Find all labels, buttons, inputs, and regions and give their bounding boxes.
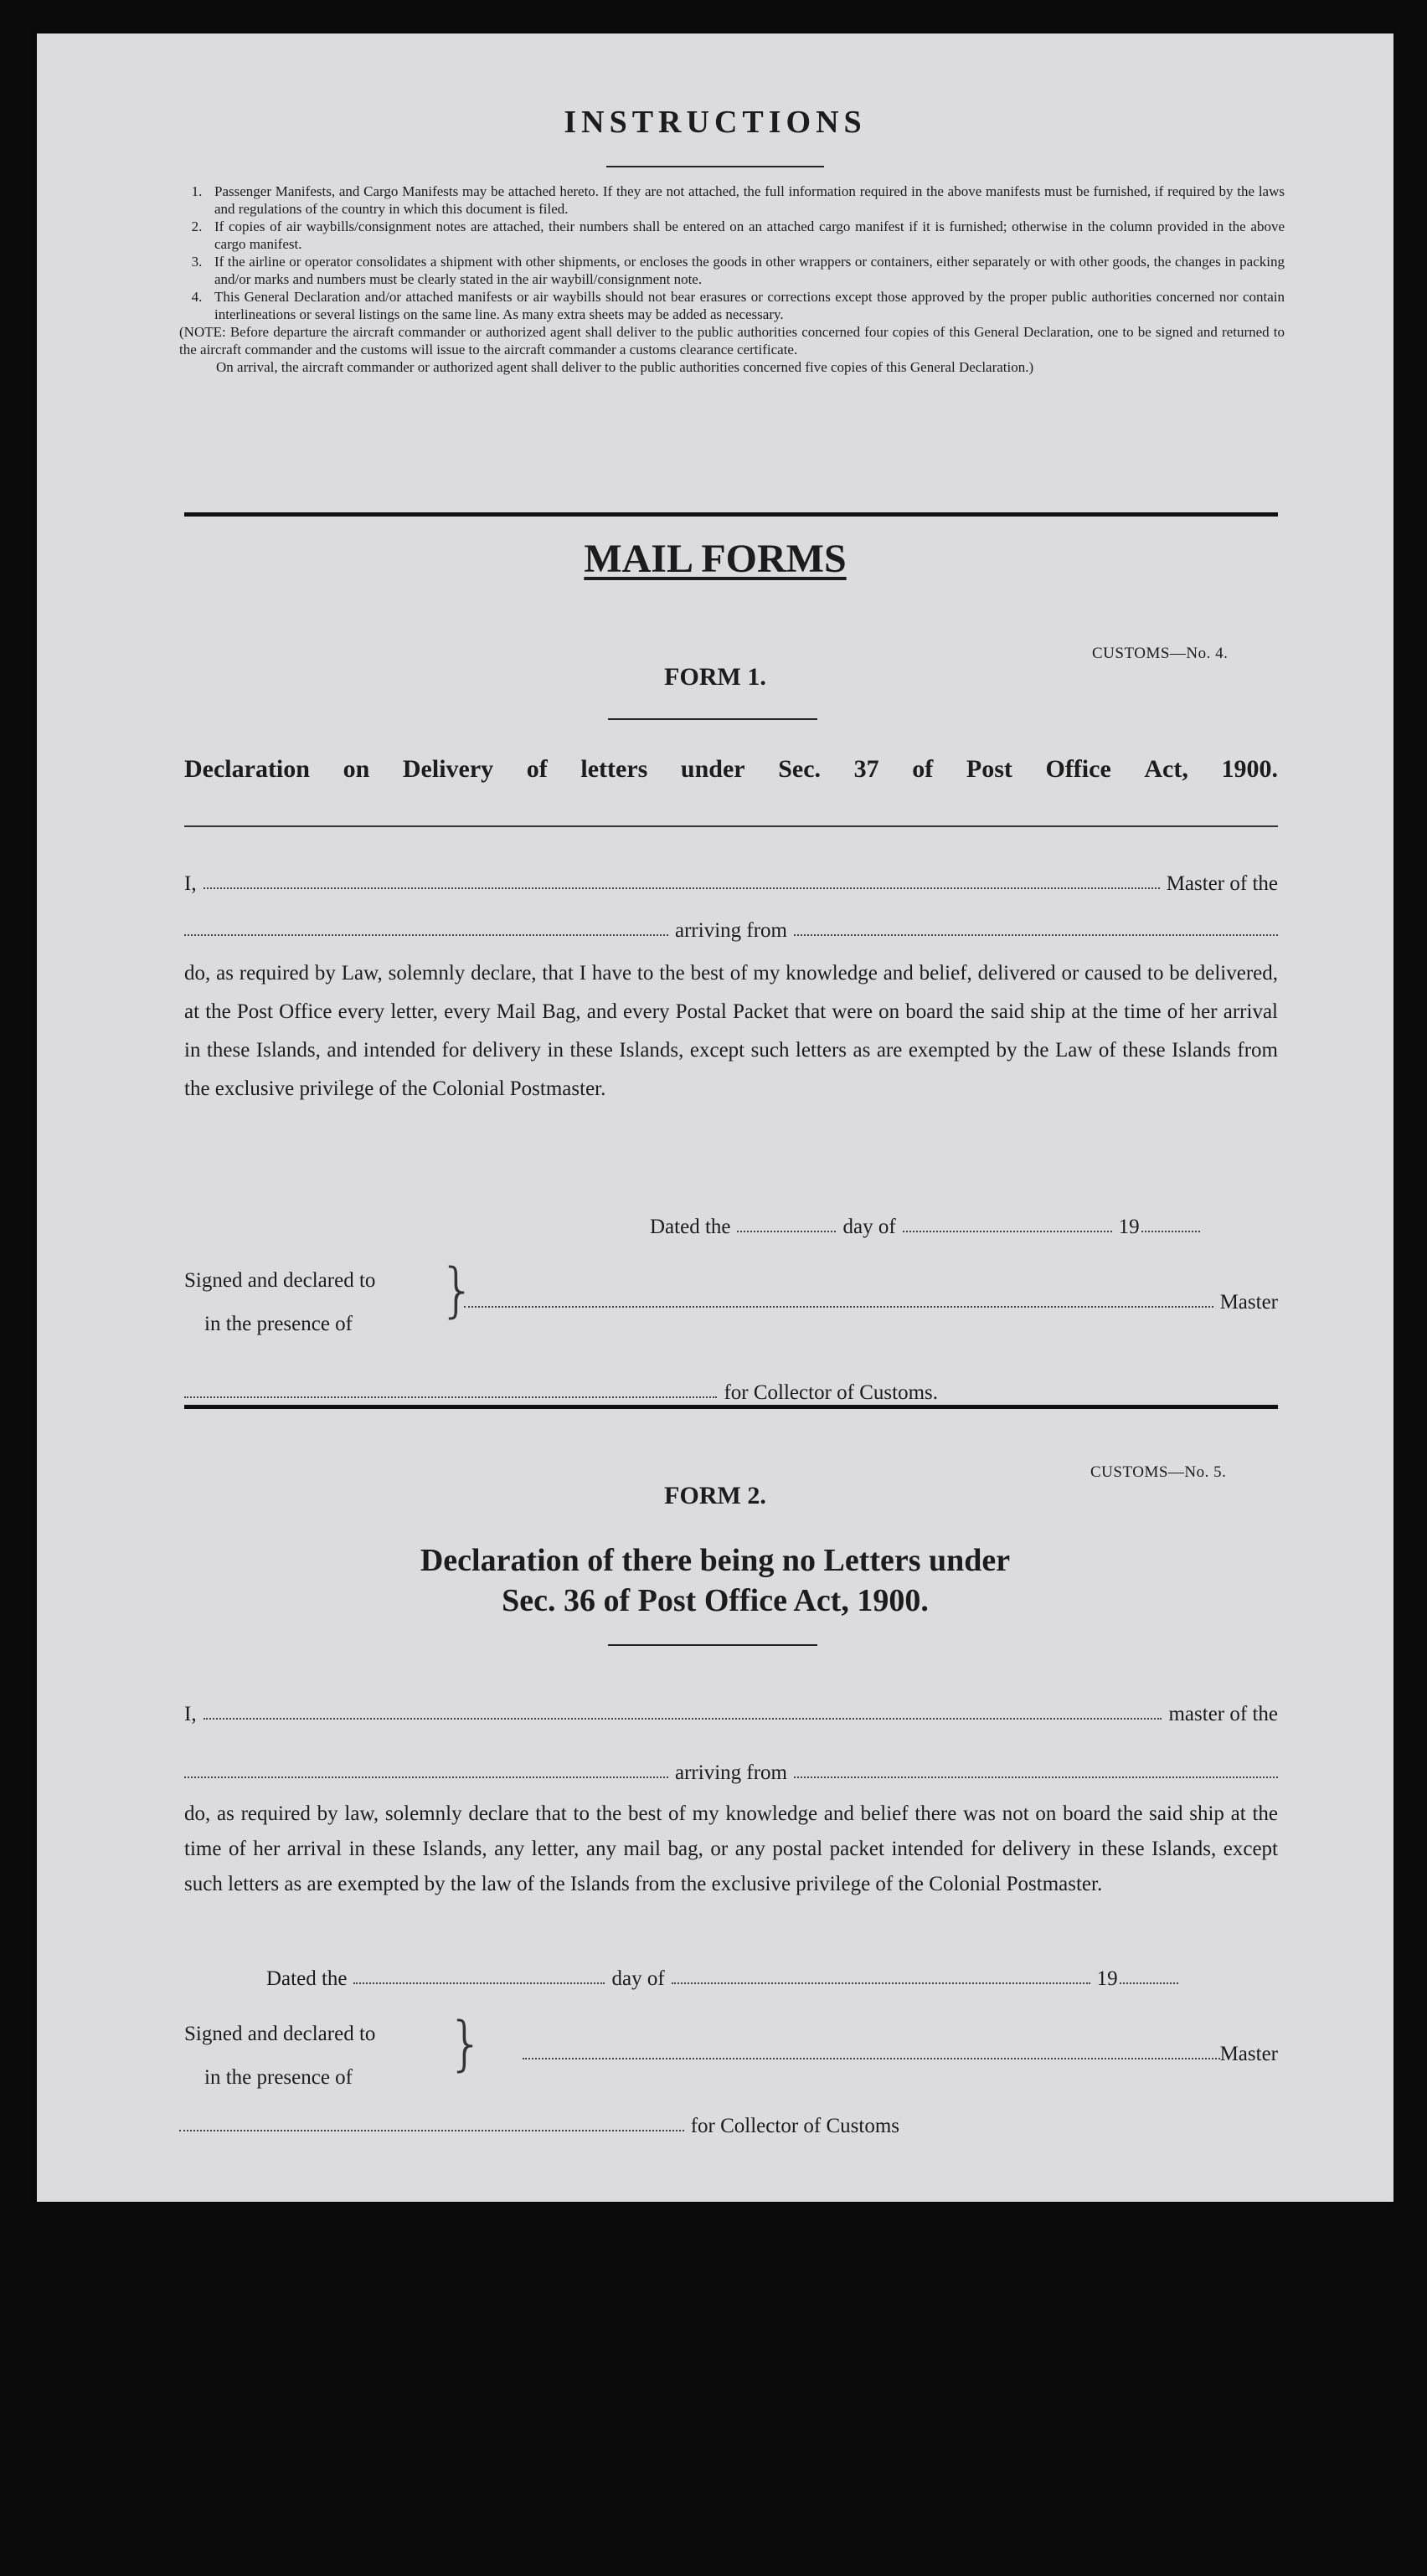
master-name-field[interactable] — [203, 887, 1160, 889]
instruction-number: 3. — [191, 254, 203, 270]
arriving-from-field[interactable] — [794, 1776, 1278, 1778]
instruction-item — [179, 183, 1285, 218]
collector-signature-field[interactable] — [179, 2130, 684, 2131]
form-divider — [184, 1405, 1278, 1409]
arriving-from-label: arriving from — [675, 1761, 787, 1784]
day-field[interactable] — [737, 1231, 836, 1232]
form1-master-line — [184, 872, 1278, 896]
arriving-from-label: arriving from — [675, 919, 787, 942]
instructions-list — [179, 183, 1285, 376]
year-field[interactable] — [1120, 1982, 1178, 1984]
collector-signature-field[interactable] — [184, 1396, 717, 1398]
instruction-text: This General Declaration and/or attached manifests or air waybills should not bear erasures or corrections except those approved by the proper public authorities concerned nor contain interlineations or several listings on the same line. As many extra sheets may be added as necessary. — [214, 289, 1285, 322]
form1-date-line — [650, 1216, 1278, 1239]
form2-signed-line2: in the presence of — [204, 2066, 353, 2089]
declaration-word: Post — [966, 755, 1012, 783]
instruction-item — [179, 288, 1285, 323]
instruction-number: 4. — [191, 289, 203, 305]
declaration-word: Delivery — [402, 755, 494, 783]
form1-signed-line2: in the presence of — [204, 1313, 353, 1335]
arriving-from-field[interactable] — [794, 934, 1278, 936]
declaration-word: letters — [580, 755, 648, 783]
form1-declaration-body: do, as required by Law, solemnly declare, that I have to the best of my knowledge and belief, delivered or caused to be delivered, at the Post Office every letter, every Mail Bag, and every Postal Packet that were on board the said ship at the time of her arrival in these Islands, and intended for delivery in these Islands, except such letters as are exempted by the Law of these Islands from the exclusive privilege of the Colonial Postmaster. — [184, 962, 1278, 1100]
form1-signed-line1: Signed and declared to — [184, 1269, 376, 1292]
section-divider — [184, 512, 1278, 517]
form1-declaration-title — [184, 755, 1278, 784]
form1-declaration-rule — [184, 825, 1278, 827]
form2-collector-line — [179, 2115, 899, 2138]
i-label: I, — [184, 872, 197, 895]
form2-heading: FORM 2. — [664, 1482, 766, 1509]
declaration-word: Sec. — [778, 755, 822, 783]
form1-collector-line — [184, 1381, 938, 1405]
dated-the-label: Dated the — [650, 1216, 731, 1238]
declaration-word: of — [526, 755, 548, 783]
declaration-word: Declaration — [184, 755, 310, 783]
title-underline — [606, 166, 824, 167]
day-of-label: day of — [611, 1967, 665, 1990]
form2-declaration-body: do, as required by law, solemnly declare that to the best of my knowledge and belief there was not on board the said ship at the time of her arrival in these Islands, any letter, any mail bag, or any postal packet intended for delivery in these Islands, except such letters as are exempted by the law of the Islands from the exclusive privilege of the Colonial Postmaster. — [184, 1802, 1278, 1895]
form2-date-line — [266, 1967, 1278, 1991]
instruction-text: If copies of air waybills/consignment notes are attached, their numbers shall be entered on an attached cargo manifest if it is furnished; otherwise in the column provided in the above cargo manifest. — [214, 219, 1285, 252]
master-name-field[interactable] — [203, 1718, 1162, 1720]
month-field[interactable] — [903, 1231, 1112, 1232]
form1-customs-number: CUSTOMS—No. 4. — [1092, 645, 1229, 662]
form1-brace: } — [439, 1256, 477, 1324]
instruction-number: 1. — [191, 183, 203, 199]
year-prefix: 19 — [1118, 1216, 1140, 1238]
form1-heading-rule — [608, 718, 817, 720]
declaration-word: Act, — [1144, 755, 1188, 783]
year-prefix: 19 — [1096, 1967, 1118, 1990]
day-field[interactable] — [353, 1982, 605, 1984]
form2-customs-number: CUSTOMS—No. 5. — [1090, 1463, 1227, 1481]
declaration-word: of — [912, 755, 934, 783]
year-field[interactable] — [1141, 1231, 1200, 1232]
day-of-label: day of — [842, 1216, 896, 1238]
form1-master-signature-line — [464, 1291, 1278, 1314]
instruction-text: Passenger Manifests, and Cargo Manifests may be attached hereto. If they are not attached, the full information required in the above manifests must be furnished, if required by the laws and regulations of the country in which this document is filed. — [214, 183, 1285, 217]
instruction-text: If the airline or operator consolidates a shipment with other shipments, or encloses the goods in other wrappers or containers, either separately or with other goods, the changes in packing and/or marks and numbers must be clearly stated in the air waybill/consignment note. — [214, 254, 1285, 287]
instructions-title: INSTRUCTIONS — [564, 105, 867, 140]
master-label: Master — [1219, 1291, 1278, 1314]
month-field[interactable] — [672, 1982, 1090, 1984]
declaration-word: under — [680, 755, 745, 783]
master-signature-field[interactable] — [464, 1306, 1213, 1308]
instruction-note-arrival: On arrival, the aircraft commander or authorized agent shall deliver to the public authorities concerned five copies of this General Declaration.) — [216, 359, 1034, 375]
form1-arriving-line — [184, 919, 1278, 943]
form2-declaration-title-line1: Declaration of there being no Letters under — [420, 1543, 1011, 1578]
instruction-number: 2. — [191, 219, 203, 234]
instruction-item — [179, 253, 1285, 288]
form2-declaration-title-line2: Sec. 36 of Post Office Act, 1900. — [502, 1583, 929, 1618]
declaration-word: 37 — [853, 755, 879, 783]
i-label: I, — [184, 1703, 197, 1725]
instruction-note: (NOTE: Before departure the aircraft commander or authorized agent shall deliver to the public authorities concerned four copies of this General Declaration, one to be signed and returned to the aircraft commander and the customs will issue to the aircraft commander a customs clearance certificate. — [179, 324, 1285, 357]
form2-arriving-line — [184, 1761, 1278, 1785]
master-of-the-label: Master of the — [1166, 872, 1278, 895]
form2-brace: } — [447, 2009, 485, 2078]
master-label: Master — [1219, 2043, 1278, 2065]
declaration-word: Office — [1045, 755, 1111, 783]
instruction-item — [179, 218, 1285, 253]
ship-name-field[interactable] — [184, 1776, 668, 1778]
declaration-word: on — [343, 755, 370, 783]
collector-label: for Collector of Customs. — [724, 1381, 938, 1404]
master-signature-field[interactable] — [523, 2058, 1220, 2059]
master-of-the-label: master of the — [1168, 1703, 1278, 1725]
mail-forms-title: MAIL FORMS — [584, 537, 847, 581]
form1-heading: FORM 1. — [664, 663, 766, 691]
document-page — [37, 33, 1394, 2202]
dated-the-label: Dated the — [266, 1967, 348, 1990]
form2-master-line — [184, 1703, 1278, 1726]
collector-label: for Collector of Customs — [690, 2115, 899, 2137]
ship-name-field[interactable] — [184, 934, 668, 936]
form2-heading-rule — [608, 1644, 817, 1646]
form2-master-signature-line — [523, 2043, 1278, 2066]
form2-signed-line1: Signed and declared to — [184, 2023, 376, 2045]
declaration-word: 1900. — [1221, 755, 1278, 783]
